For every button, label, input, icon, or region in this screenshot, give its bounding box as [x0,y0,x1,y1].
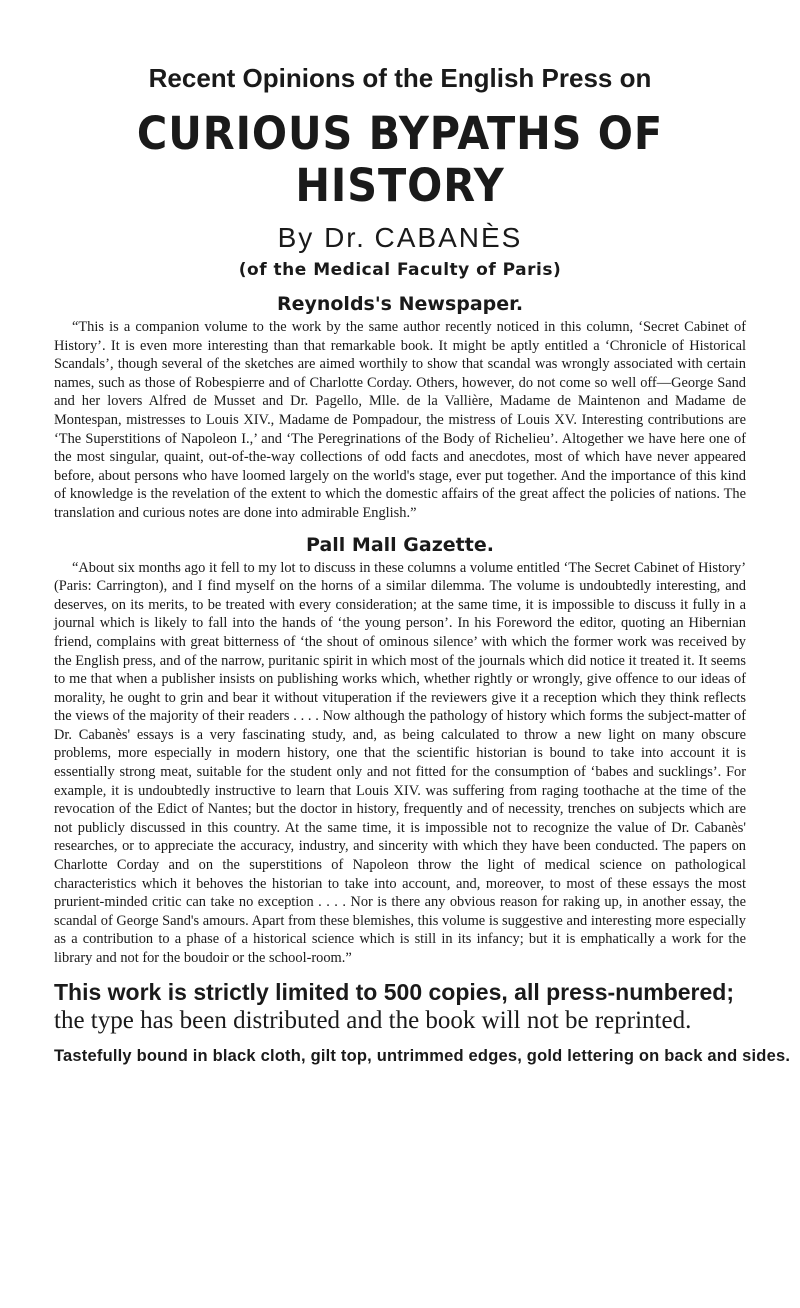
author-by: By Dr. [277,222,366,253]
press-opinions-heading: Recent Opinions of the English Press on [148,63,652,93]
book-title: CURIOUS BYPATHS OF HISTORY [136,107,664,212]
author-faculty: (of the Medical Faculty of Paris) [238,260,562,280]
author-line [54,224,746,254]
author-name: CABANÈS [374,222,523,253]
limited-edition-rest: the type has been distributed and the book will not be reprinted. [54,1006,692,1034]
advertisement-page [54,62,791,1067]
review-source: Pall Mall Gazette. [306,533,494,556]
limited-edition-strong: This work is strictly limited to 500 copies, all press-numbered; [54,978,734,1005]
review-text: “This is a companion volume to the work by the same author recently noticed in this column, ‘Secret Cabinet of History’. It is even more interesting than that remarkable book. It might be aptly entitled a ‘Chronicle of Historical Scandals’, though several of the sketches are aimed worthily to show that scandal was wrongly associated with certain names, such as those of Robespierre and of Charlotte Corday. Others, however, do not come so well off—George Sand and her lovers Alfred de Musset and Dr. Pagello, Mlle. de la Vallière, Madame de Maintenon and Madame de Montespan, mistresses to Louis XIV., Madame de Pompadour, the mistress of Louis XV. Interesting contributions are ‘The Superstitions of Napoleon I.,’ and ‘The Peregrinations of the Body of Richelieu’. Altogether we have here one of the most singular, quaint, out-of-the-way collections of odd facts and anecdotes, most of which have never appeared before, about persons who have loomed largely on the world's stage, ever put together. And the importance of this kind of knowledge is the revelation of the extent to which the domestic affairs of the great affect the policies of nations. The translation and curious notes are done into admirable English.” [54,319,746,521]
review-source: Reynolds's Newspaper. [276,293,524,315]
review-pall-mall [54,533,746,968]
review-reynolds [54,292,746,523]
binding-description: Tastefully bound in black cloth, gilt top, untrimmed edges, gold lettering on back and sides. [54,1046,791,1065]
review-text: “About six months ago it fell to my lot to discuss in these columns a volume entitled ‘The Secret Cabinet of History’ (Paris: Carrington), and I find myself on the horns of a similar dilemma. The volume is undoubtedly interesting, and deserves, on its merits, to be treated with every consideration; at the same time, it is impossible to discuss it fully in a journal which is likely to fall into the hands of ‘the young person’. In his Foreword the editor, quoting an Hibernian friend, complains with great bitterness of ‘the shout of ominous silence’ with which the former work was received by the English press, and of the narrow, puritanic spirit in which most of the journals which did notice it treated it. It seems to me that when a publisher insists on publishing works which, whether rightly or wrongly, give offence to our ideas of morality, he ought to grin and bear it without vituperation if the reviewers give it a reception which they think reflects the views of the majority of their readers . . . . Now although the pathology of history which forms the subject-matter of Dr. Cabanès' essays is a very fascinating study, and, as being calculated to throw a new light on many obscure problems, more especially in modern history, one that the scientific historian is bound to take into account it is essentially strong meat, suitable for the student only and not fitted for the consumption of ‘babes and sucklings’. For example, it is undoubtedly instructive to learn that Louis XIV. was suffering from raging toothache at the time of the revocation of the Edict of Nantes; but the doctor in history, frequently and of necessity, trenches on subjects which are not publicly discussed in this country. At the same time, it is impossible not to recognize the value of Dr. Cabanès' researches, or to appreciate the accuracy, industry, and sincerity with which they have been conducted. The papers on Charlotte Corday and on the superstitions of Napoleon throw the light of medical science on pathological characteristics which it behoves the historian to take into account, and, moreover, to most of these essays the most prurient-minded critic can take no exception . . . . Nor is there any obvious reason for raking up, in another essay, the scandal of George Sand's amours. Apart from these blemishes, this volume is suggestive and interesting more especially as a contribution to a phase of a historical science which is still in its infancy; but it is emphatically a work for the library and not for the boudoir or the school-room.” [54,559,746,966]
limited-edition-notice [54,978,746,1035]
